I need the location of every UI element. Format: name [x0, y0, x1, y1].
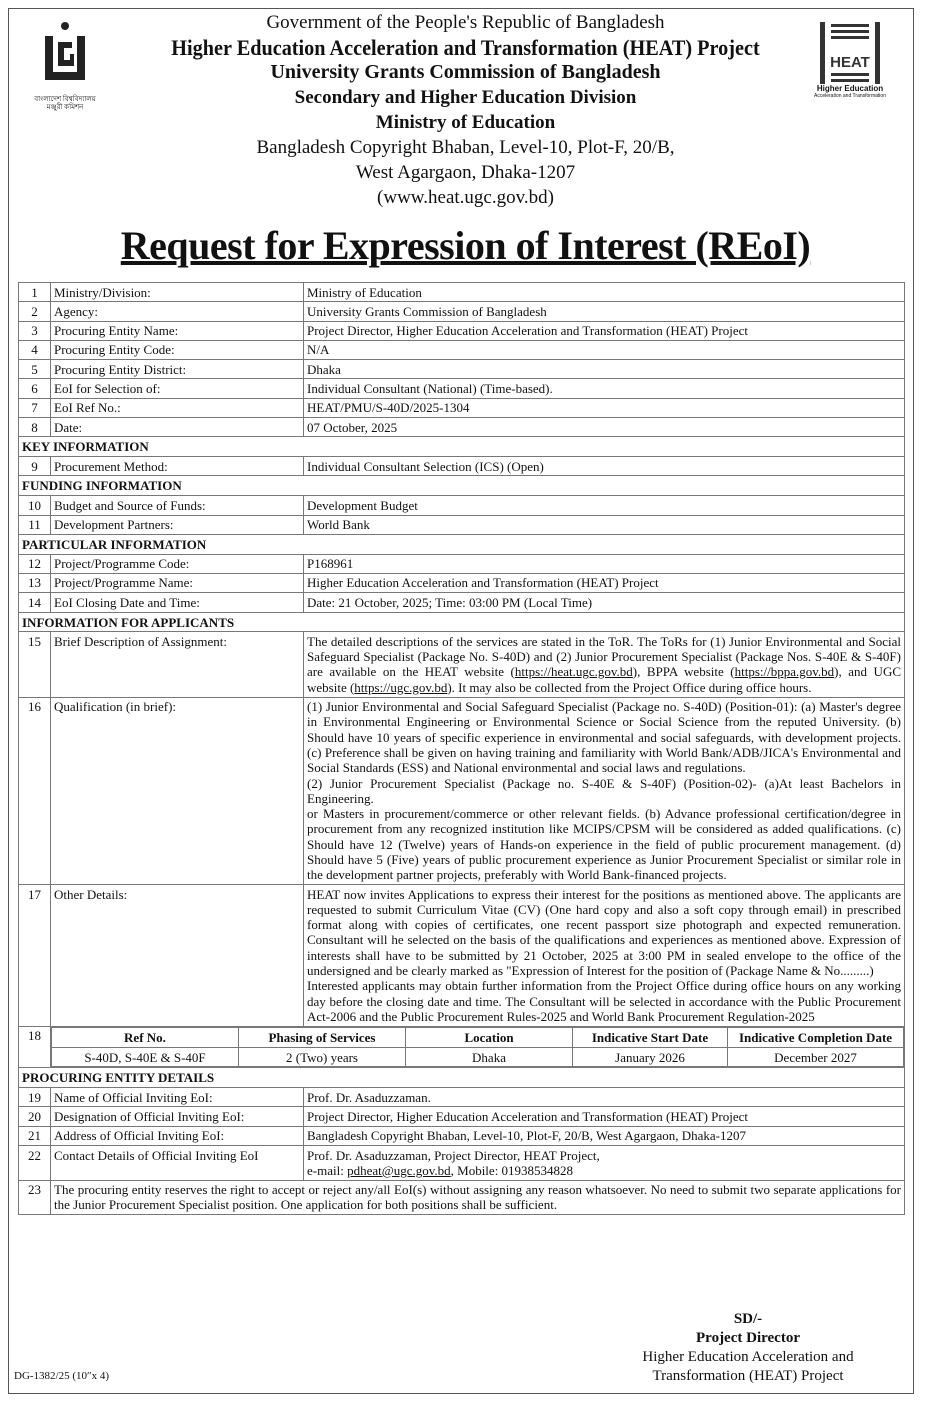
row-label: Project/Programme Name:: [51, 573, 304, 592]
text: e-mail:: [307, 1162, 348, 1178]
section-row: [19, 437, 905, 457]
section-row: [19, 534, 905, 554]
signature-org-1: Higher Education Acceleration and: [642, 1349, 854, 1365]
heat-logo-subcaption: Acceleration and Transformation: [814, 93, 886, 99]
row-label: Agency:: [51, 302, 304, 321]
row-value: Ministry of Education: [304, 283, 905, 302]
schedule-value: January 2026: [573, 1048, 728, 1067]
schedule-value-row: [52, 1048, 904, 1067]
schedule-value: S-40D, S-40E & S-40F: [52, 1048, 239, 1067]
row-number: 19: [19, 1088, 51, 1107]
heat-logo-caption: Higher Education: [816, 84, 884, 93]
row-text: The procuring entity reserves the right to accept or reject any/all EoI(s) without assigning any reason whatsoever. No need to submit two separate applications for the Junior Procurement Specialist position. One application for both positions shall be sufficient.: [51, 1180, 905, 1215]
text: The detailed descriptions of the services are stated in the ToR. The ToRs for (1) Junior Environmental and Social Safeguard Specialist (Package No. S-40D) and (2) Junior Procurement Specialist (Package Nos. S-40E & S-40F) are available on the HEAT website (: [307, 633, 901, 680]
row-value: 07 October, 2025: [304, 418, 905, 437]
page-title: Request for Expression of Interest (REoI): [120, 223, 811, 268]
row-value: [304, 1146, 905, 1181]
row-label: Designation of Official Inviting EoI:: [51, 1107, 304, 1126]
table-row: [19, 360, 905, 379]
paragraph: or Masters in procurement/commerce or other relevant fields. (b) Advance professional certification/degree in procurement from any recognized institution like MCIPS/CPSM will be considered as added qualifications. (c) Should have 12 (Twelve) years of Hands-on experience in the field of public procurement management. (d) Should have 5 (Five) years of public procurement experience as Junior Procurement Specialist or similar role in the development partner projects, preferably with World Bank-financed projects.: [307, 806, 901, 883]
row-value: Bangladesh Copyright Bhaban, Level-10, Plot-F, 20/B, West Agargaon, Dhaka-1207: [304, 1126, 905, 1145]
row-value: Individual Consultant (National) (Time-based).: [304, 379, 905, 398]
row-number: 10: [19, 496, 51, 515]
row-number: 23: [19, 1180, 51, 1215]
row-value: Date: 21 October, 2025; Time: 03:00 PM (Local Time): [304, 593, 905, 612]
schedule-header: Ref No.: [52, 1027, 239, 1047]
row-label: Procuring Entity Code:: [51, 340, 304, 359]
signature-role: Project Director: [696, 1330, 800, 1346]
table-row: [19, 593, 905, 612]
row-number: 20: [19, 1107, 51, 1126]
row-value: P168961: [304, 554, 905, 573]
footer-code: DG-1382/25 (10″x 4): [14, 1370, 110, 1382]
table-row: [19, 1088, 905, 1107]
schedule-value: 2 (Two) years: [239, 1048, 406, 1067]
signature-sd: SD/-: [733, 1311, 763, 1327]
header-government: Government of the People's Republic of Bangladesh: [266, 12, 665, 33]
row-label: Budget and Source of Funds:: [51, 496, 304, 515]
heat-logo-text: HEAT: [830, 54, 870, 71]
row-value: World Bank: [304, 515, 905, 534]
table-row: [19, 418, 905, 437]
row-label: Ministry/Division:: [51, 283, 304, 302]
table-row: [19, 697, 905, 885]
section-heading: KEY INFORMATION: [19, 437, 905, 457]
row-value: Dhaka: [304, 360, 905, 379]
table-row: [19, 321, 905, 340]
table-row: [19, 1180, 905, 1215]
table-row: [19, 496, 905, 515]
row-label: EoI for Selection of:: [51, 379, 304, 398]
paragraph: HEAT now invites Applications to express their interest for the positions as mentioned above. The applicants are requested to submit Curriculum Vitae (CV) (One hard copy and also a soft copy through email) in prescribed format along with copies of certificates, one recent passport size photograph and expected remuneration. Consultant will he selected on the basis of the qualifications and experiences as mentioned above. Expression of interests shall have to be submitted by 21 October, 2025 at 3:00 PM in sealed envelope to the office of the undersigned and be clearly marked as "Expression of Interest for the position of (Package Name & No.........): [307, 886, 901, 979]
row-number: 15: [19, 632, 51, 697]
table-row: [19, 554, 905, 573]
schedule-header-row: [52, 1027, 904, 1047]
row-label: Qualification (in brief):: [51, 697, 304, 885]
table-row: [19, 632, 905, 697]
text: ), and UGC website (: [307, 664, 902, 695]
text: ), BPPA website (: [632, 664, 735, 680]
row-value: Development Budget: [304, 496, 905, 515]
table-row: [19, 457, 905, 476]
text: , Mobile: 01938534828: [450, 1162, 574, 1178]
row-number: 18: [19, 1026, 51, 1068]
row-label: Name of Official Inviting EoI:: [51, 1088, 304, 1107]
row-value: Project Director, Higher Education Acceleration and Transformation (HEAT) Project: [304, 1107, 905, 1126]
row-number: 13: [19, 573, 51, 592]
row-number: 8: [19, 418, 51, 437]
schedule-header: Location: [406, 1027, 573, 1047]
letterhead: [0, 10, 931, 210]
row-number: 11: [19, 515, 51, 534]
row-number: 6: [19, 379, 51, 398]
row-number: 22: [19, 1146, 51, 1181]
row-number: 3: [19, 321, 51, 340]
link[interactable]: https://bppa.gov.bd: [734, 664, 835, 680]
row-value: Higher Education Acceleration and Transformation (HEAT) Project: [304, 573, 905, 592]
row-label: Project/Programme Code:: [51, 554, 304, 573]
header-ugc: University Grants Commission of Bangladesh: [270, 61, 661, 83]
header-address-1: Bangladesh Copyright Bhaban, Level-10, Plot-F, 20/B,: [256, 137, 675, 158]
header-division: Secondary and Higher Education Division: [294, 87, 637, 108]
table-row: [19, 1026, 905, 1068]
text: Prof. Dr. Asaduzzaman, Project Director, HEAT Project,: [307, 1147, 600, 1163]
table-row: [19, 1107, 905, 1126]
schedule-value: December 2027: [728, 1048, 904, 1067]
row-label: Address of Official Inviting EoI:: [51, 1126, 304, 1145]
table-row: [19, 573, 905, 592]
row-label: Brief Description of Assignment:: [51, 632, 304, 697]
row-value: University Grants Commission of Bangladesh: [304, 302, 905, 321]
schedule-header: Phasing of Services: [239, 1027, 406, 1047]
row-number: 5: [19, 360, 51, 379]
table-row: [19, 1126, 905, 1145]
table-row: [19, 885, 905, 1027]
section-heading: PARTICULAR INFORMATION: [19, 534, 905, 554]
row-value: Project Director, Higher Education Acceleration and Transformation (HEAT) Project: [304, 321, 905, 340]
paragraph: (2) Junior Procurement Specialist (Package no. S-40E & S-40F) (Position-02)- (a)At least Bachelors in Engineering.: [307, 775, 901, 806]
section-heading: FUNDING INFORMATION: [19, 476, 905, 496]
row-number: 14: [19, 593, 51, 612]
section-row: [19, 1068, 905, 1088]
table-row: [19, 283, 905, 302]
table-row: [19, 379, 905, 398]
row-label: Development Partners:: [51, 515, 304, 534]
row-label: Procurement Method:: [51, 457, 304, 476]
schedule-header: Indicative Completion Date: [728, 1027, 904, 1047]
row-label: EoI Ref No.:: [51, 398, 304, 417]
row-value: [304, 697, 905, 885]
header-ministry: Ministry of Education: [375, 112, 556, 133]
table-row: [19, 1146, 905, 1181]
link[interactable]: https://ugc.gov.bd: [354, 679, 448, 695]
paragraph: (1) Junior Environmental and Social Safeguard Specialist (Package no. S-40D) (Position-01): (a) Master's degree in Environmental Engineering or Environmental Science or Social Science from the reputed University. (b) Should have 10 years of specific experience in environmental and social safeguards, with development projects. (c) Preference shall be given on having training and familiarity with World Bank/ADB/JICA's Environmental and Social Standards (ESS) and National environmental and social laws and regulations.: [307, 699, 901, 776]
row-number: 4: [19, 340, 51, 359]
row-number: 2: [19, 302, 51, 321]
row-number: 21: [19, 1126, 51, 1145]
signature-org-2: Transformation (HEAT) Project: [652, 1368, 844, 1384]
link[interactable]: pdheat@ugc.gov.bd: [347, 1162, 451, 1178]
row-number: 12: [19, 554, 51, 573]
schedule-value: Dhaka: [406, 1048, 573, 1067]
row-value: Individual Consultant Selection (ICS) (Open): [304, 457, 905, 476]
row-value: HEAT/PMU/S-40D/2025-1304: [304, 398, 905, 417]
row-label: Other Details:: [51, 885, 304, 1027]
paragraph: Interested applicants may obtain further information from the Project Office during office hours on any working day before the closing date and time. The Consultant will be selected in accordance with the Public Procurement Act-2006 and the Public Procurement Rules-2025 and World Bank Procurement Regulation-2025: [307, 978, 901, 1024]
link[interactable]: https://heat.ugc.gov.bd: [514, 664, 633, 680]
row-label: Contact Details of Official Inviting EoI: [51, 1146, 304, 1181]
text: ). It may also be collected from the Project Office during office hours.: [447, 679, 812, 695]
header-address-2: West Agargaon, Dhaka-1207: [355, 162, 576, 183]
reoi-table: [18, 282, 905, 1215]
schedule-table: [51, 1027, 904, 1068]
row-number: 17: [19, 885, 51, 1027]
header-website: (www.heat.ugc.gov.bd): [377, 187, 554, 208]
row-number: 16: [19, 697, 51, 885]
section-heading: INFORMATION FOR APPLICANTS: [19, 612, 905, 632]
row-value: N/A: [304, 340, 905, 359]
row-number: 1: [19, 283, 51, 302]
row-label: EoI Closing Date and Time:: [51, 593, 304, 612]
row-label: Procuring Entity District:: [51, 360, 304, 379]
row-label: Procuring Entity Name:: [51, 321, 304, 340]
row-value: [304, 632, 905, 697]
header-project: Higher Education Acceleration and Transformation (HEAT) Project: [171, 35, 760, 60]
schedule-cell: [51, 1026, 905, 1068]
section-row: [19, 612, 905, 632]
row-value: Prof. Dr. Asaduzzaman.: [304, 1088, 905, 1107]
ugc-logo-text: বাংলাদেশ বিশ্ববিদ্যালয় মঞ্জুরী কমিশন: [34, 95, 96, 111]
table-row: [19, 340, 905, 359]
table-row: [19, 302, 905, 321]
row-label: Date:: [51, 418, 304, 437]
signature-block: [600, 1310, 896, 1386]
row-number: 9: [19, 457, 51, 476]
table-row: [19, 515, 905, 534]
row-number: 7: [19, 398, 51, 417]
section-row: [19, 476, 905, 496]
table-row: [19, 398, 905, 417]
schedule-header: Indicative Start Date: [573, 1027, 728, 1047]
section-heading: PROCURING ENTITY DETAILS: [19, 1068, 905, 1088]
row-value: [304, 885, 905, 1027]
